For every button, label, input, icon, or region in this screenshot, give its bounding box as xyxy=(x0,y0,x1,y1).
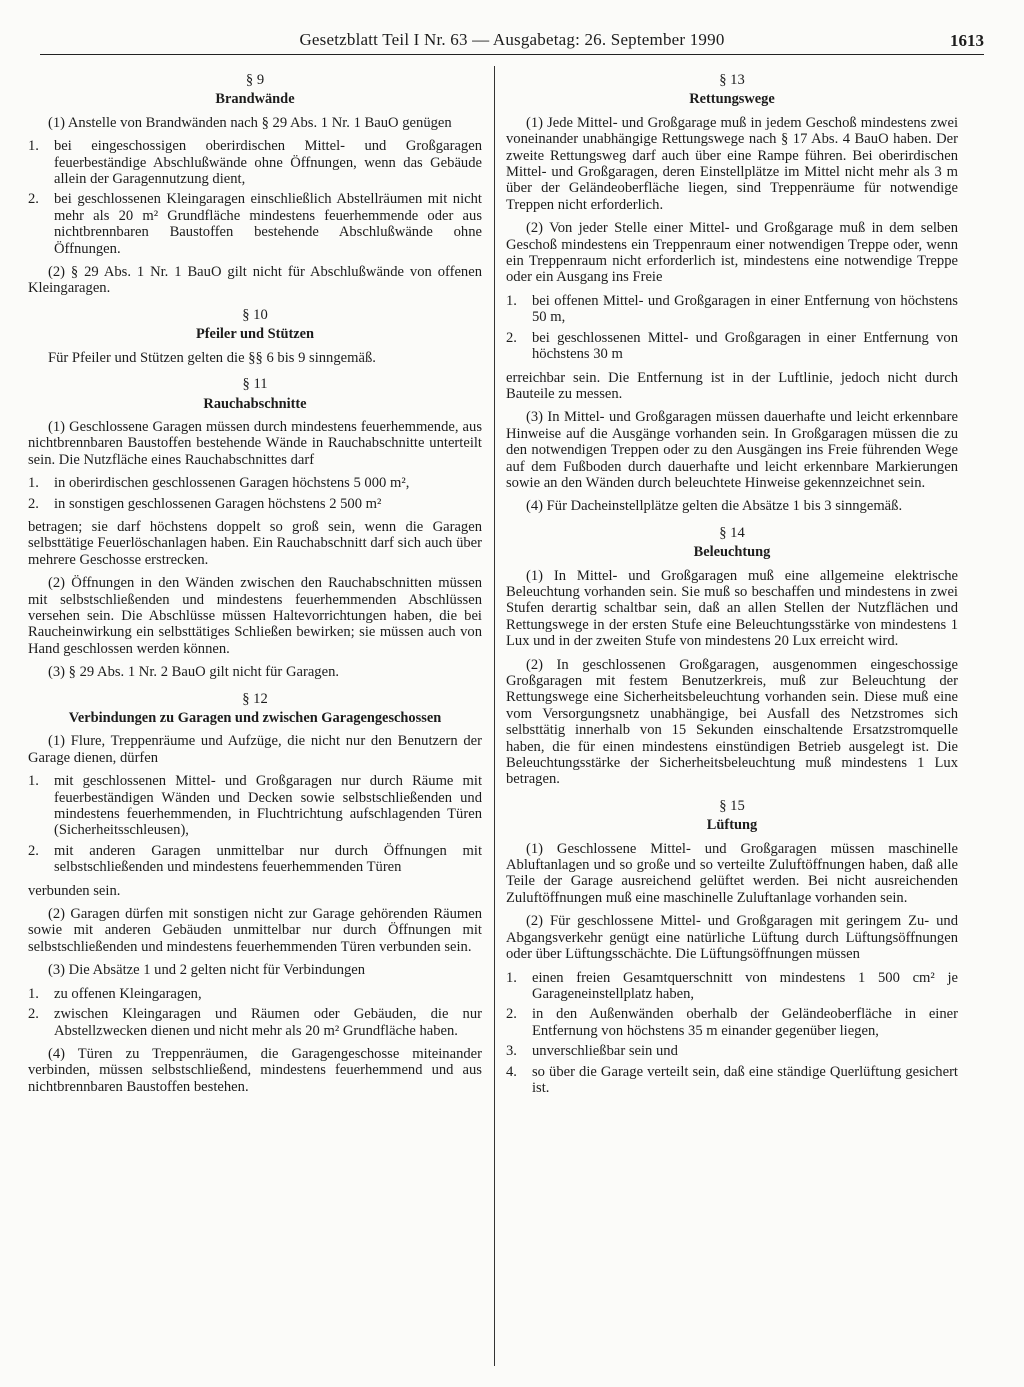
right-column xyxy=(506,72,958,1103)
paragraph: Für Pfeiler und Stützen gelten die §§ 6 bis 9 sinngemäß. xyxy=(48,349,376,366)
section-title: Beleuchtung xyxy=(693,544,771,561)
paragraph: (2) Von jeder Stelle einer Mittel- und Großgarage muß in dem selben Geschoß mindestens ein Treppenraum einer notwendigen Treppe oder, wenn ein Treppenraum nicht erforderlich ist, mindestens eine notwendige Treppe oder ein Ausgang ins Freie xyxy=(506,220,958,286)
paragraph: (2) In geschlossenen Großgaragen, ausgenommen eingeschossige Großgaragen mit festem Benutzerkreis, muß zur Beleuchtung der Rettungswege eine Sicherheitsbeleuchtung vorhanden sein. Diese muß eine vom Versorgungsnetz unabhängige, bei Ausfall des Netzstromes sich selbsttätig innerhalb von 15 Sekunden einschaltende Ersatzstromquelle haben, die für einen mindestens einstündigen Betrieb ausgelegt ist. Die Beleuchtungsstärke der Sicherheitsbeleuchtung muß mindestens 1 Lux betragen. xyxy=(506,656,958,788)
column-divider xyxy=(494,66,495,1366)
section-number: § 11 xyxy=(242,376,268,393)
paragraph: (1) In Mittel- und Großgaragen muß eine allgemeine elektrische Beleuchtung vorhanden sein. Sie muß so beschaffen und mindestens in zwei Stufen derartig schaltbar sein, daß an allen Stellen der Nutzflächen und Rettungswege in der ersten Stufe eine Beleuchtungsstärke von mindestens 1 Lux und in der zweiten Stufe von mindestens 20 Lux erreicht wird. xyxy=(506,567,958,650)
paragraph: (2) § 29 Abs. 1 Nr. 1 BauO gilt nicht für Abschlußwände von offenen Kleingaragen. xyxy=(28,264,482,297)
paragraph-continuation: betragen; sie darf höchstens doppelt so groß sein, wenn die Garagen selbsttätige Feuerlöschanlagen haben. Ein Rauchabschnitt darf sich auch über mehrere Geschosse erstrecken. xyxy=(28,518,482,568)
list-item: 1. zu offenen Kleingaragen, xyxy=(28,985,202,1002)
section-title: Rauchabschnitte xyxy=(203,395,307,412)
numbered-list xyxy=(28,986,482,1039)
section-number: § 13 xyxy=(719,72,745,88)
numbered-list xyxy=(28,138,482,257)
paragraph: (1) Geschlossene Mittel- und Großgaragen müssen maschinelle Abluftanlagen und so große und so verteilte Zuluftöffnungen haben, daß alle Teile der Garage ausreichend gelüftet werden. Bei nicht ausreichenden Zuluftöffnungen muß eine maschinelle Zuluftanlage vorhanden sein. xyxy=(506,840,958,906)
gazette-title: Gesetzblatt Teil I Nr. 63 — Ausgabetag: 26. September 1990 xyxy=(299,30,725,49)
section-number: § 15 xyxy=(719,797,745,814)
paragraph: (1) Flure, Treppenräume und Aufzüge, die nicht nur den Benutzern der Garage dienen, dürfen xyxy=(28,733,482,766)
list-item: 2. bei geschlossenen Mittel- und Großgaragen in einer Entfernung von höchstens 30 m xyxy=(506,329,958,363)
numbered-list xyxy=(506,293,958,363)
section-title: Verbindungen zu Garagen und zwischen Garagengeschossen xyxy=(68,710,442,726)
paragraph-continuation: verbunden sein. xyxy=(28,882,121,899)
list-item: 1. bei offenen Mittel- und Großgaragen in einer Entfernung von höchstens 50 m, xyxy=(506,292,958,326)
list-item: 2. mit anderen Garagen unmittelbar nur durch Öffnungen mit selbstschließenden und mindestens feuerhemmenden Türen xyxy=(28,842,482,876)
section-number: § 14 xyxy=(719,524,745,541)
section-title: Pfeiler und Stützen xyxy=(195,326,315,343)
paragraph: (3) Die Absätze 1 und 2 gelten nicht für Verbindungen xyxy=(48,962,366,979)
paragraph: (4) Für Dacheinstellplätze gelten die Absätze 1 bis 3 sinngemäß. xyxy=(526,498,903,515)
paragraph: (4) Türen zu Treppenräumen, die Garagengeschosse miteinander verbinden, müssen selbstschließend, mindestens feuerhemmend und aus nichtbrennbaren Baustoffen bestehen. xyxy=(28,1045,482,1095)
list-item: 2. bei geschlossenen Kleingaragen einschließlich Abstellräumen mit nicht mehr als 20 m² Grundfläche mindestens feuerhemmende oder aus nichtbrennbaren Baustoffen bestehende Abschlußwände ohne Öffnungen. xyxy=(28,191,482,257)
page-number: 1613 xyxy=(950,31,984,50)
paragraph-continuation: erreichbar sein. Die Entfernung ist in der Luftlinie, jedoch nicht durch Bauteile zu messen. xyxy=(506,369,958,402)
numbered-list xyxy=(28,773,482,875)
list-item: 2. zwischen Kleingaragen und Räumen oder Gebäuden, die nur Abstellzwecken dienen und nicht mehr als 20 m² Grundfläche haben. xyxy=(28,1006,482,1039)
list-item: 4. so über die Garage verteilt sein, daß eine ständige Querlüftung gesichert ist. xyxy=(506,1063,958,1096)
section-title: Rettungswege xyxy=(689,91,775,108)
numbered-list xyxy=(506,970,958,1097)
paragraph: (2) Öffnungen in den Wänden zwischen den Rauchabschnitten müssen mit selbstschließenden und mindestens feuerhemmenden Abschlüssen versehen sein. Die Abschlüsse müssen Haltevorrichtungen haben, die bei Raucheinwirkung ein selbsttätiges Schließen bewirken; sie müssen auch von Hand geschlossen werden können. xyxy=(28,575,482,657)
section-title: Brandwände xyxy=(215,91,295,108)
page-header xyxy=(40,32,984,55)
list-item: 1. einen freien Gesamtquerschnitt von mindestens 1 500 cm² je Garageneinstellplatz haben, xyxy=(506,969,958,1002)
list-item: 1. mit geschlossenen Mittel- und Großgaragen nur durch Räume mit feuerbeständigen Wänden und Decken sowie selbstschließenden und mindestens feuerhemmenden, in Fluchtrichtung aufschlagenden Türen (Sicherheitsschleusen), xyxy=(28,773,482,839)
list-item: 3. unverschließbar sein und xyxy=(506,1043,678,1060)
list-item: 2. in sonstigen geschlossenen Garagen höchstens 2 500 m² xyxy=(28,495,382,512)
section-title: Lüftung xyxy=(706,817,758,834)
paragraph: (1) Geschlossene Garagen müssen durch mindestens feuerhemmende, aus nichtbrennbaren Baustoffen bestehende Wände in Rauchabschnitte unterteilt sein. Die Nutzfläche eines Rauchabschnittes darf xyxy=(28,418,482,468)
list-item: 2. in den Außenwänden oberhalb der Geländeoberfläche in einer Entfernung von höchstens 35 m einander gegenüber liegen, xyxy=(506,1006,958,1039)
paragraph: (2) Für geschlossene Mittel- und Großgaragen mit geringem Zu- und Abgangsverkehr genügt eine natürliche Lüftung durch Lüftungsöffnungen oder über Lüftungsschächte. Die Lüftungsöffnungen müssen xyxy=(506,913,958,963)
list-item: 1. bei eingeschossigen oberirdischen Mittel- und Großgaragen feuerbeständige Abschlußwände ohne Öffnungen, wenn das Gebäude allein der Garagennutzung dient, xyxy=(28,138,482,188)
paragraph: (2) Garagen dürfen mit sonstigen nicht zur Garage gehörenden Räumen sowie mit anderen Gebäuden unmittelbar nur durch Öffnungen mit selbstschließenden und mindestens feuerhemmenden Türen verbunden sein. xyxy=(28,906,482,955)
paragraph: (1) Jede Mittel- und Großgarage muß in jedem Geschoß mindestens zwei voneinander unabhängige Rettungswege nach § 17 Abs. 4 BauO haben. Der zweite Rettungsweg darf auch über eine Rampe führen. Bei oberirdischen Mittel- und Großgaragen, deren Einstellplätze im Mittel nicht mehr als 3 m über der Geländeoberfläche liegen, sind Treppenräume für notwendige Treppen nicht erforderlich. xyxy=(506,114,958,213)
left-column xyxy=(28,72,482,1102)
section-number: § 12 xyxy=(242,690,268,707)
paragraph: (1) Anstelle von Brandwänden nach § 29 Abs. 1 Nr. 1 BauO genügen xyxy=(48,114,452,131)
list-item: 1. in oberirdischen geschlossenen Garagen höchstens 5 000 m², xyxy=(28,475,410,492)
paragraph: (3) § 29 Abs. 1 Nr. 2 BauO gilt nicht für Garagen. xyxy=(48,664,340,681)
section-number: § 10 xyxy=(242,306,268,323)
section-number: § 9 xyxy=(245,72,265,88)
paragraph: (3) In Mittel- und Großgaragen müssen dauerhafte und leicht erkennbare Hinweise auf die Ausgänge vorhanden sein. In Großgaragen müssen die zu den notwendigen Treppen oder zu den Ausgängen ins Freie führenden Wege auf dem Fußboden durch dauerhafte und leicht erkennbare Markierungen sowie an den Wänden durch beleuchtete Hinweise gekennzeichnet sein. xyxy=(506,409,958,491)
numbered-list xyxy=(28,475,482,512)
